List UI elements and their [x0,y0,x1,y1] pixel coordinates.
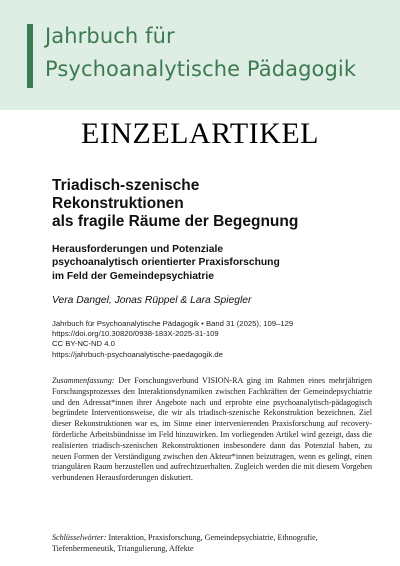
subtitle-line: im Feld der Gemeindepsychiatrie [52,270,214,282]
banner-accent-bar [27,24,33,88]
title-line: Triadisch-szenische [52,177,200,194]
citation-line: Jahrbuch für Psychoanalytische Pädagogik • Band 31 (2025), 109–129 [52,319,294,328]
keywords-text: Interaktion, Praxisforschung, Gemeindepsychiatrie, Ethnografie, Tiefenhermeneutik, Triangulierung, Affekte [52,533,318,553]
subtitle-line: Herausforderungen und Potenziale [52,244,224,255]
abstract [52,376,372,484]
article-authors: Vera Dangel, Jonas Rüppel & Lara Spiegler [52,295,252,306]
journal-banner [0,0,400,110]
title-line: Rekonstruktionen [52,195,184,212]
license-line: CC BY-NC-ND 4.0 [52,339,115,349]
keywords-label: Schlüsselwörter: [52,533,107,542]
journal-url-link[interactable]: https://jahrbuch-psychoanalytische-paedagogik.de [52,349,223,359]
article-meta [52,319,382,360]
abstract-text: Der Forschungsverbund VISION-RA ging im Rahmen eines mehrjährigen Forschungsprozesses den Interaktionsdynamiken zwischen Fachkräften der Gemeindepsychiatrie und den Adressat*innen ihrer Angebote nach und erprobte eine psychoanalytisch-pädagogisch begründete Interventionsweise, die wir als triadisch-szenische Rekonstruktion bezeichnen. Ziel dieser Rekonstruktionen war es, im Sinne einer intervenierenden Praxisforschung auf recovery-förderliche Arbeitsbündnisse im Feld hinzuwirken. Im vorliegenden Artikel wird gezeigt, dass die realisierten triadisch-szenischen Rekonstruktionen insbesondere dann das Potenzial haben, zu neuen Formen der Verständigung zwischen den Akteur*innen beizutragen, wenn es gelingt, einen triangulären Raum herzustellen und aufrechtzuerhalten. Zugleich werden die mit diesem Vorgehen verbundenen Herausforderungen diskutiert. [52,376,372,483]
keywords [52,533,372,555]
subtitle-line: psychoanalytisch orientierter Praxisforschung [52,257,280,269]
doi-link[interactable]: https://doi.org/10.30820/0938-183X-2025-31-109 [52,329,219,339]
abstract-label: Zusammenfassung: [52,376,115,385]
journal-name-line-1: Jahrbuch für [45,24,175,48]
journal-name-line-2: Psychoanalytische Pädagogik [45,57,357,81]
title-line: als fragile Räume der Begegnung [52,213,299,230]
article-subtitle [52,243,372,283]
einzelartikel-heading: EINZELARTIKEL [81,117,319,150]
article-title [52,177,382,231]
